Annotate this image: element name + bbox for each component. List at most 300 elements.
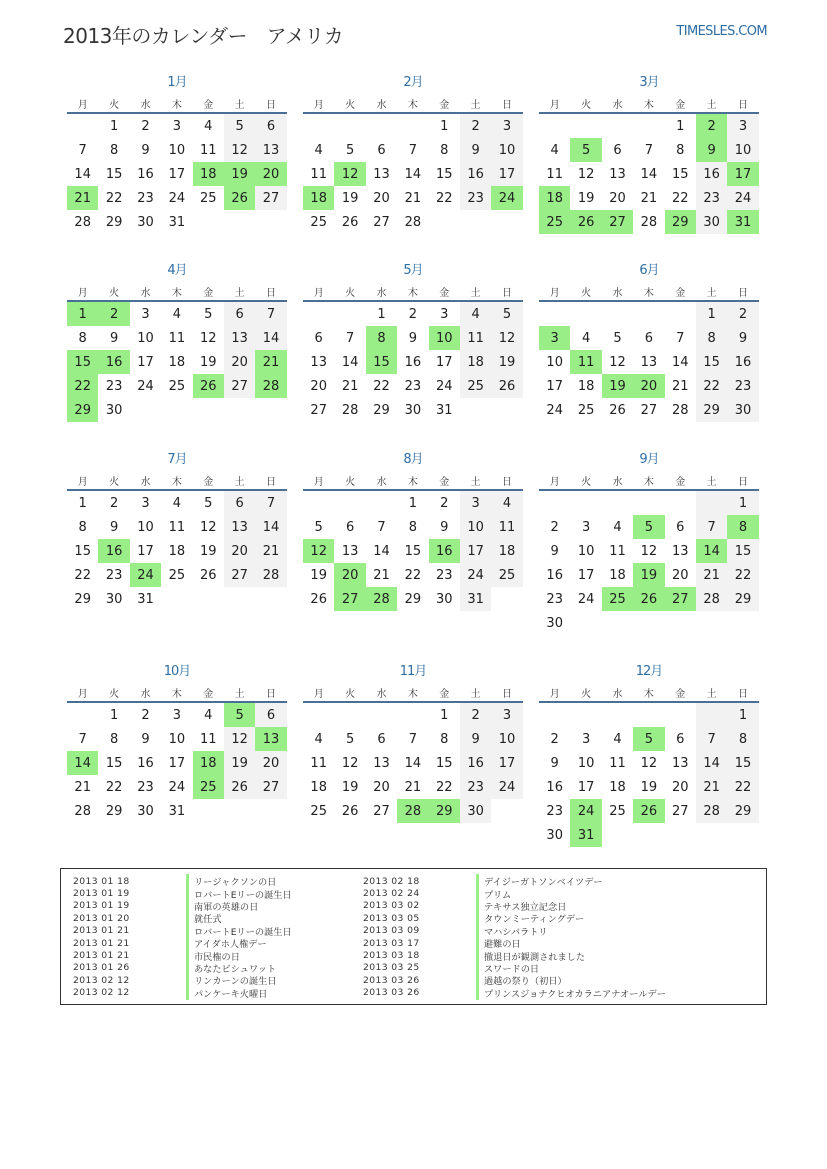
day-cell[interactable]: 21 (74, 779, 91, 795)
day-cell[interactable]: 27 (665, 587, 696, 611)
day-cell[interactable]: 1 (676, 118, 685, 134)
day-cell[interactable]: 10 (577, 543, 595, 559)
day-cell[interactable]: 22 (74, 567, 91, 583)
day-cell[interactable]: 10 (137, 519, 154, 535)
day-cell[interactable]: 1 (408, 495, 417, 511)
day-cell[interactable]: 11 (491, 515, 522, 539)
day-cell[interactable]: 23 (460, 775, 491, 799)
day-cell[interactable]: 24 (137, 378, 154, 394)
day-cell[interactable]: 13 (255, 727, 286, 751)
day-cell[interactable]: 12 (491, 326, 522, 350)
day-cell[interactable]: 7 (345, 330, 355, 346)
day-cell[interactable]: 17 (577, 567, 595, 583)
day-cell[interactable]: 29 (696, 398, 727, 422)
day-cell[interactable]: 5 (204, 306, 213, 322)
day-cell[interactable]: 7 (408, 142, 417, 158)
day-cell[interactable]: 7 (255, 491, 286, 515)
day-cell[interactable]: 18 (310, 779, 327, 795)
day-cell[interactable]: 2 (727, 302, 758, 326)
day-cell[interactable]: 13 (310, 354, 327, 370)
day-cell[interactable]: 19 (199, 543, 217, 559)
day-cell[interactable]: 14 (404, 166, 422, 182)
day-cell[interactable]: 16 (727, 350, 758, 374)
day-cell[interactable]: 12 (199, 330, 217, 346)
day-cell[interactable]: 24 (570, 799, 601, 823)
day-cell[interactable]: 28 (397, 799, 428, 823)
day-cell[interactable]: 30 (105, 402, 123, 418)
day-cell[interactable]: 10 (460, 515, 491, 539)
day-cell[interactable]: 29 (105, 803, 123, 819)
day-cell[interactable]: 19 (199, 354, 217, 370)
day-cell[interactable]: 13 (255, 138, 286, 162)
day-cell[interactable]: 19 (640, 779, 658, 795)
day-cell[interactable]: 12 (224, 727, 255, 751)
day-cell[interactable]: 5 (345, 142, 355, 158)
day-cell[interactable]: 24 (727, 186, 758, 210)
day-cell[interactable]: 6 (224, 491, 255, 515)
day-cell[interactable]: 13 (224, 326, 255, 350)
day-cell[interactable]: 5 (224, 703, 255, 727)
day-cell[interactable]: 7 (78, 731, 87, 747)
day-cell[interactable]: 15 (696, 350, 727, 374)
day-cell[interactable]: 11 (168, 519, 186, 535)
day-cell[interactable]: 26 (633, 799, 664, 823)
day-cell[interactable]: 22 (671, 190, 689, 206)
day-cell[interactable]: 4 (314, 142, 323, 158)
day-cell[interactable]: 30 (137, 803, 154, 819)
day-cell[interactable]: 22 (435, 779, 453, 795)
day-cell[interactable]: 9 (727, 326, 758, 350)
day-cell[interactable]: 11 (199, 142, 217, 158)
day-cell[interactable]: 4 (613, 519, 622, 535)
day-cell[interactable]: 23 (727, 374, 758, 398)
day-cell[interactable]: 23 (696, 186, 727, 210)
day-cell[interactable]: 16 (404, 354, 422, 370)
day-cell[interactable]: 15 (404, 543, 422, 559)
day-cell[interactable]: 18 (168, 543, 186, 559)
day-cell[interactable]: 25 (602, 587, 633, 611)
day-cell[interactable]: 14 (404, 755, 422, 771)
day-cell[interactable]: 13 (224, 515, 255, 539)
site-logo[interactable]: TIMESLES.COM (676, 24, 767, 39)
day-cell[interactable]: 2 (109, 495, 119, 511)
day-cell[interactable]: 30 (546, 615, 563, 631)
day-cell[interactable]: 28 (366, 587, 397, 611)
day-cell[interactable]: 8 (696, 326, 727, 350)
day-cell[interactable]: 18 (491, 539, 522, 563)
day-cell[interactable]: 29 (74, 591, 91, 607)
day-cell[interactable]: 5 (491, 302, 522, 326)
day-cell[interactable]: 9 (408, 330, 417, 346)
day-cell[interactable]: 12 (303, 539, 334, 563)
day-cell[interactable]: 19 (341, 190, 359, 206)
day-cell[interactable]: 25 (577, 402, 595, 418)
day-cell[interactable]: 29 (373, 402, 390, 418)
day-cell[interactable]: 23 (435, 567, 453, 583)
day-cell[interactable]: 5 (345, 731, 355, 747)
day-cell[interactable]: 3 (491, 114, 522, 138)
day-cell[interactable]: 27 (671, 803, 689, 819)
day-cell[interactable]: 27 (310, 402, 327, 418)
day-cell[interactable]: 6 (644, 330, 653, 346)
day-cell[interactable]: 25 (310, 214, 327, 230)
day-cell[interactable]: 4 (172, 306, 181, 322)
day-cell[interactable]: 13 (341, 543, 359, 559)
day-cell[interactable]: 5 (314, 519, 323, 535)
day-cell[interactable]: 25 (193, 775, 224, 799)
day-cell[interactable]: 7 (676, 330, 685, 346)
day-cell[interactable]: 13 (640, 354, 658, 370)
day-cell[interactable]: 7 (408, 731, 417, 747)
day-cell[interactable]: 23 (137, 190, 154, 206)
day-cell[interactable]: 9 (141, 142, 150, 158)
day-cell[interactable]: 23 (546, 591, 563, 607)
day-cell[interactable]: 4 (172, 495, 181, 511)
day-cell[interactable]: 1 (440, 118, 449, 134)
day-cell[interactable]: 14 (373, 543, 390, 559)
day-cell[interactable]: 2 (460, 703, 491, 727)
day-cell[interactable]: 19 (224, 162, 255, 186)
day-cell[interactable]: 18 (577, 378, 595, 394)
day-cell[interactable]: 23 (404, 378, 422, 394)
day-cell[interactable]: 19 (491, 350, 522, 374)
day-cell[interactable]: 10 (546, 354, 563, 370)
day-cell[interactable]: 26 (609, 402, 626, 418)
day-cell[interactable]: 19 (341, 779, 359, 795)
day-cell[interactable]: 27 (334, 587, 365, 611)
day-cell[interactable]: 6 (676, 731, 685, 747)
day-cell[interactable]: 8 (727, 727, 758, 751)
day-cell[interactable]: 19 (224, 751, 255, 775)
day-cell[interactable]: 29 (429, 799, 460, 823)
day-cell[interactable]: 28 (255, 374, 286, 398)
day-cell[interactable]: 27 (224, 563, 255, 587)
day-cell[interactable]: 20 (334, 563, 365, 587)
day-cell[interactable]: 26 (491, 374, 522, 398)
day-cell[interactable]: 15 (671, 166, 689, 182)
day-cell[interactable]: 20 (373, 779, 390, 795)
day-cell[interactable]: 4 (314, 731, 323, 747)
day-cell[interactable]: 12 (577, 166, 595, 182)
day-cell[interactable]: 11 (460, 326, 491, 350)
day-cell[interactable]: 20 (224, 350, 255, 374)
day-cell[interactable]: 30 (727, 398, 758, 422)
day-cell[interactable]: 9 (141, 731, 150, 747)
day-cell[interactable]: 15 (727, 539, 758, 563)
day-cell[interactable]: 14 (671, 354, 689, 370)
day-cell[interactable]: 9 (109, 330, 119, 346)
day-cell[interactable]: 5 (204, 495, 213, 511)
day-cell[interactable]: 17 (435, 354, 453, 370)
day-cell[interactable]: 27 (373, 803, 390, 819)
day-cell[interactable]: 15 (435, 755, 453, 771)
day-cell[interactable]: 2 (408, 306, 417, 322)
day-cell[interactable]: 21 (640, 190, 658, 206)
day-cell[interactable]: 20 (255, 751, 286, 775)
day-cell[interactable]: 16 (546, 567, 563, 583)
day-cell[interactable]: 2 (98, 302, 129, 326)
day-cell[interactable]: 14 (67, 751, 98, 775)
day-cell[interactable]: 29 (404, 591, 422, 607)
day-cell[interactable]: 2 (440, 495, 449, 511)
day-cell[interactable]: 14 (255, 326, 286, 350)
day-cell[interactable]: 27 (373, 214, 390, 230)
day-cell[interactable]: 30 (435, 591, 453, 607)
day-cell[interactable]: 11 (168, 330, 186, 346)
day-cell[interactable]: 22 (105, 779, 123, 795)
day-cell[interactable]: 14 (640, 166, 658, 182)
day-cell[interactable]: 26 (570, 210, 601, 234)
day-cell[interactable]: 13 (671, 543, 689, 559)
day-cell[interactable]: 1 (109, 707, 119, 723)
day-cell[interactable]: 5 (570, 138, 601, 162)
day-cell[interactable]: 26 (341, 214, 359, 230)
day-cell[interactable]: 10 (168, 142, 186, 158)
day-cell[interactable]: 12 (224, 138, 255, 162)
day-cell[interactable]: 14 (696, 751, 727, 775)
day-cell[interactable]: 4 (550, 142, 559, 158)
day-cell[interactable]: 20 (224, 539, 255, 563)
day-cell[interactable]: 22 (727, 563, 758, 587)
day-cell[interactable]: 1 (377, 306, 386, 322)
day-cell[interactable]: 29 (727, 587, 758, 611)
day-cell[interactable]: 31 (137, 591, 154, 607)
day-cell[interactable]: 11 (570, 350, 601, 374)
day-cell[interactable]: 31 (460, 587, 491, 611)
day-cell[interactable]: 8 (408, 519, 417, 535)
day-cell[interactable]: 15 (105, 755, 123, 771)
day-cell[interactable]: 19 (310, 567, 327, 583)
day-cell[interactable]: 17 (727, 162, 758, 186)
day-cell[interactable]: 3 (172, 118, 181, 134)
day-cell[interactable]: 4 (581, 330, 591, 346)
day-cell[interactable]: 30 (460, 799, 491, 823)
day-cell[interactable]: 6 (255, 114, 286, 138)
day-cell[interactable]: 23 (105, 378, 123, 394)
day-cell[interactable]: 11 (546, 166, 563, 182)
day-cell[interactable]: 25 (491, 563, 522, 587)
day-cell[interactable]: 19 (633, 563, 664, 587)
day-cell[interactable]: 25 (310, 803, 327, 819)
day-cell[interactable]: 12 (640, 755, 658, 771)
day-cell[interactable]: 17 (137, 354, 154, 370)
day-cell[interactable]: 4 (491, 491, 522, 515)
day-cell[interactable]: 21 (696, 563, 727, 587)
day-cell[interactable]: 14 (696, 539, 727, 563)
day-cell[interactable]: 12 (341, 755, 359, 771)
day-cell[interactable]: 31 (435, 402, 453, 418)
day-cell[interactable]: 2 (696, 114, 727, 138)
day-cell[interactable]: 26 (193, 374, 224, 398)
day-cell[interactable]: 3 (141, 495, 150, 511)
day-cell[interactable]: 28 (696, 587, 727, 611)
day-cell[interactable]: 6 (224, 302, 255, 326)
day-cell[interactable]: 20 (633, 374, 664, 398)
day-cell[interactable]: 24 (130, 563, 161, 587)
day-cell[interactable]: 26 (199, 567, 217, 583)
day-cell[interactable]: 3 (581, 519, 591, 535)
day-cell[interactable]: 22 (404, 567, 422, 583)
day-cell[interactable]: 2 (550, 519, 559, 535)
day-cell[interactable]: 21 (255, 539, 286, 563)
day-cell[interactable]: 3 (460, 491, 491, 515)
day-cell[interactable]: 22 (105, 190, 123, 206)
day-cell[interactable]: 28 (74, 803, 91, 819)
day-cell[interactable]: 10 (429, 326, 460, 350)
day-cell[interactable]: 28 (341, 402, 359, 418)
day-cell[interactable]: 19 (602, 374, 633, 398)
day-cell[interactable]: 6 (377, 142, 386, 158)
day-cell[interactable]: 4 (204, 118, 213, 134)
day-cell[interactable]: 29 (665, 210, 696, 234)
day-cell[interactable]: 4 (460, 302, 491, 326)
day-cell[interactable]: 22 (67, 374, 98, 398)
day-cell[interactable]: 21 (255, 350, 286, 374)
day-cell[interactable]: 3 (491, 703, 522, 727)
day-cell[interactable]: 18 (539, 186, 570, 210)
day-cell[interactable]: 5 (613, 330, 622, 346)
day-cell[interactable]: 27 (255, 186, 286, 210)
day-cell[interactable]: 15 (366, 350, 397, 374)
day-cell[interactable]: 27 (224, 374, 255, 398)
day-cell[interactable]: 28 (696, 799, 727, 823)
day-cell[interactable]: 18 (193, 751, 224, 775)
day-cell[interactable]: 24 (577, 591, 595, 607)
day-cell[interactable]: 11 (199, 731, 217, 747)
day-cell[interactable]: 9 (460, 138, 491, 162)
day-cell[interactable]: 1 (727, 703, 758, 727)
day-cell[interactable]: 16 (98, 350, 129, 374)
day-cell[interactable]: 20 (310, 378, 327, 394)
day-cell[interactable]: 6 (377, 731, 386, 747)
day-cell[interactable]: 18 (609, 567, 626, 583)
day-cell[interactable]: 21 (341, 378, 359, 394)
day-cell[interactable]: 11 (310, 166, 327, 182)
day-cell[interactable]: 3 (581, 731, 591, 747)
day-cell[interactable]: 31 (570, 823, 601, 847)
day-cell[interactable]: 27 (255, 775, 286, 799)
day-cell[interactable]: 20 (609, 190, 626, 206)
day-cell[interactable]: 18 (168, 354, 186, 370)
day-cell[interactable]: 30 (404, 402, 422, 418)
day-cell[interactable]: 25 (460, 374, 491, 398)
day-cell[interactable]: 7 (78, 142, 87, 158)
day-cell[interactable]: 16 (429, 539, 460, 563)
day-cell[interactable]: 13 (373, 166, 390, 182)
day-cell[interactable]: 31 (168, 214, 186, 230)
day-cell[interactable]: 28 (74, 214, 91, 230)
day-cell[interactable]: 12 (640, 543, 658, 559)
day-cell[interactable]: 17 (577, 779, 595, 795)
day-cell[interactable]: 16 (460, 162, 491, 186)
day-cell[interactable]: 2 (460, 114, 491, 138)
day-cell[interactable]: 23 (137, 779, 154, 795)
day-cell[interactable]: 24 (491, 186, 522, 210)
day-cell[interactable]: 30 (105, 591, 123, 607)
day-cell[interactable]: 8 (440, 731, 449, 747)
day-cell[interactable]: 18 (303, 186, 334, 210)
day-cell[interactable]: 11 (609, 543, 626, 559)
day-cell[interactable]: 6 (255, 703, 286, 727)
day-cell[interactable]: 28 (255, 563, 286, 587)
day-cell[interactable]: 16 (696, 162, 727, 186)
day-cell[interactable]: 4 (613, 731, 622, 747)
day-cell[interactable]: 10 (491, 138, 522, 162)
day-cell[interactable]: 20 (671, 567, 689, 583)
day-cell[interactable]: 12 (334, 162, 365, 186)
day-cell[interactable]: 9 (460, 727, 491, 751)
day-cell[interactable]: 8 (78, 519, 87, 535)
day-cell[interactable]: 22 (435, 190, 453, 206)
day-cell[interactable]: 6 (314, 330, 323, 346)
day-cell[interactable]: 3 (172, 707, 181, 723)
day-cell[interactable]: 10 (168, 731, 186, 747)
day-cell[interactable]: 5 (633, 727, 664, 751)
day-cell[interactable]: 8 (109, 142, 119, 158)
day-cell[interactable]: 7 (696, 727, 727, 751)
day-cell[interactable]: 14 (341, 354, 359, 370)
day-cell[interactable]: 17 (168, 755, 186, 771)
day-cell[interactable]: 16 (546, 779, 563, 795)
day-cell[interactable]: 26 (224, 186, 255, 210)
day-cell[interactable]: 15 (74, 543, 91, 559)
day-cell[interactable]: 23 (546, 803, 563, 819)
day-cell[interactable]: 16 (98, 539, 129, 563)
day-cell[interactable]: 1 (440, 707, 449, 723)
day-cell[interactable]: 16 (137, 166, 154, 182)
day-cell[interactable]: 24 (491, 775, 522, 799)
day-cell[interactable]: 1 (78, 495, 87, 511)
day-cell[interactable]: 18 (609, 779, 626, 795)
day-cell[interactable]: 17 (460, 539, 491, 563)
day-cell[interactable]: 9 (696, 138, 727, 162)
day-cell[interactable]: 7 (377, 519, 386, 535)
day-cell[interactable]: 25 (168, 378, 186, 394)
day-cell[interactable]: 15 (727, 751, 758, 775)
day-cell[interactable]: 17 (168, 166, 186, 182)
day-cell[interactable]: 6 (676, 519, 685, 535)
day-cell[interactable]: 5 (633, 515, 664, 539)
day-cell[interactable]: 11 (609, 755, 626, 771)
day-cell[interactable]: 22 (727, 775, 758, 799)
day-cell[interactable]: 13 (671, 755, 689, 771)
day-cell[interactable]: 14 (74, 166, 91, 182)
day-cell[interactable]: 16 (460, 751, 491, 775)
day-cell[interactable]: 9 (440, 519, 449, 535)
day-cell[interactable]: 1 (696, 302, 727, 326)
day-cell[interactable]: 8 (109, 731, 119, 747)
day-cell[interactable]: 30 (696, 210, 727, 234)
day-cell[interactable]: 8 (676, 142, 685, 158)
day-cell[interactable]: 27 (602, 210, 633, 234)
day-cell[interactable]: 1 (67, 302, 98, 326)
day-cell[interactable]: 26 (310, 591, 327, 607)
day-cell[interactable]: 7 (644, 142, 653, 158)
day-cell[interactable]: 16 (137, 755, 154, 771)
day-cell[interactable]: 3 (440, 306, 449, 322)
day-cell[interactable]: 25 (539, 210, 570, 234)
day-cell[interactable]: 20 (373, 190, 390, 206)
day-cell[interactable]: 13 (373, 755, 390, 771)
day-cell[interactable]: 25 (168, 567, 186, 583)
day-cell[interactable]: 17 (491, 162, 522, 186)
day-cell[interactable]: 11 (310, 755, 327, 771)
day-cell[interactable]: 14 (255, 515, 286, 539)
day-cell[interactable]: 22 (373, 378, 390, 394)
day-cell[interactable]: 8 (727, 515, 758, 539)
day-cell[interactable]: 1 (109, 118, 119, 134)
day-cell[interactable]: 31 (727, 210, 758, 234)
